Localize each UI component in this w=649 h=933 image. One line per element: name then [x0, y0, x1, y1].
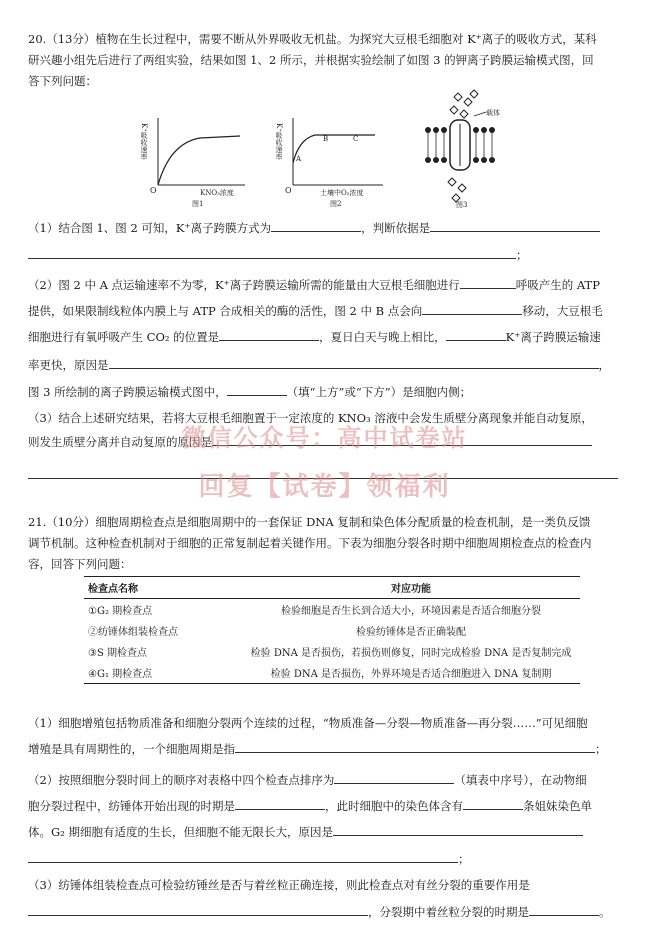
- fig2-caption: 图2: [330, 200, 342, 208]
- q21-sub1-line1: （1）细胞增殖包括物质准备和细胞分裂两个连续的过程，“物质准备—分裂—物质准备—再分裂……”可见细胞: [28, 716, 588, 730]
- fig1-xlabel: KNO₃浓度: [200, 189, 234, 197]
- answer-blank[interactable]: [271, 219, 361, 232]
- table-header-name: 检查点名称: [84, 577, 242, 599]
- fig3-caption: 图3: [456, 201, 468, 208]
- q20-sub2-line2: 提供，如果限制线粒体内膜上与 ATP 合成相关的酶的活性，图 2 中 B 点会向 移动，大豆根毛: [28, 304, 603, 318]
- table-row: [84, 599, 580, 621]
- q21-sub2-line4: ；: [28, 850, 625, 868]
- watermark-line2: 回复【试卷】领福利: [198, 472, 451, 502]
- q20-sub3-line2: 则发生质壁分离并自动复原的原因是: [28, 433, 625, 451]
- checkpoint-table: [84, 576, 580, 684]
- answer-blank[interactable]: [109, 356, 599, 369]
- answer-blank[interactable]: [227, 383, 287, 396]
- q20-sub1-line2: ；: [28, 246, 625, 264]
- fig2-point-a: A: [296, 155, 302, 163]
- q21-stem-line1: 21.（10分）细胞周期检查点是细胞周期中的一套保证 DNA 复制和染色体分配质量的检查机制，是一类负反馈: [28, 515, 591, 529]
- table-cell: ②纺锤体组装检查点: [88, 627, 178, 638]
- table-cell: ③S 期检查点: [88, 648, 147, 659]
- figure-1: [140, 113, 250, 211]
- fig3-carrier-label: 载体: [486, 109, 500, 117]
- answer-blank[interactable]: [334, 771, 454, 784]
- q20-sub2-line4: 率更快，原因是 ，: [28, 358, 610, 372]
- answer-blank[interactable]: [460, 276, 516, 289]
- q21-sub2-line1: （2）按照细胞分裂时间上的顺序对表格中四个检查点排序为 （填表中序号），在动物细: [28, 773, 587, 787]
- answer-blank[interactable]: [28, 246, 516, 259]
- answer-blank[interactable]: [463, 797, 523, 810]
- table-row: [84, 620, 580, 641]
- table-cell: ①G₂ 期检查点: [88, 606, 153, 617]
- fig2-point-b: B: [323, 135, 329, 143]
- watermark-line1: 微信公众号：高中试卷站: [181, 424, 468, 452]
- answer-blank[interactable]: [28, 850, 458, 863]
- q21-stem-line2: 调节机制。这种检查机制对于细胞的正常复制起着关键作用。下表为细胞分裂各时期中细胞周期检查点的检查内: [28, 536, 592, 550]
- q20-sub1-line1: （1）结合图 1、图 2 可知，K⁺离子跨膜方式为 ，判断依据是: [28, 219, 625, 237]
- table-cell: 检验纺锤体是否正确装配: [356, 627, 466, 638]
- answer-blank[interactable]: [219, 328, 319, 341]
- table-cell: ④G₁ 期检查点: [84, 662, 242, 684]
- fig2-ylabel: K⁺吸收速率: [275, 123, 283, 160]
- q21-sub1-line2: 增殖是具有周期性的，一个细胞周期是指 ；: [28, 742, 607, 756]
- q20-sub2-line3: 细胞进行有氧呼吸产生 CO₂ 的位置是 ，夏日白天与晚上相比， K⁺离子跨膜运输速: [28, 330, 601, 344]
- table-cell: 检验细胞是否生长到合适大小，环境因素是否适合细胞分裂: [281, 606, 541, 617]
- table-cell: 检验 DNA 是否损伤，若损伤则修复，同时完成检验 DNA 是否复制完成: [250, 648, 572, 659]
- q20-sub2-line1: （2）图 2 中 A 点运输速率不为零，K⁺离子跨膜运输所需的能量由大豆根毛细胞进行 呼吸产生的 ATP: [28, 278, 600, 292]
- table-row: [84, 641, 580, 662]
- fig1-caption: 图1: [192, 200, 204, 208]
- answer-blank[interactable]: [430, 219, 600, 232]
- answer-blank[interactable]: [235, 797, 325, 810]
- figure-3: [418, 88, 508, 211]
- q20-stem-line2: 研兴趣小组先后进行了两组实验，结果如图 1、2 所示，并根据实验绘制了如图 3 的钾离子跨膜运输模式图，回: [28, 53, 594, 67]
- q20-sub2-line5: 图 3 所绘制的离子跨膜运输模式图中， （填“上方”或“下方”）是细胞内侧；: [28, 385, 472, 399]
- q21-sub2-line3: 体。G₂ 期细胞有适度的生长，但细胞不能无限长大，原因是: [28, 823, 625, 841]
- answer-blank[interactable]: [235, 740, 595, 753]
- answer-blank[interactable]: [28, 903, 368, 916]
- q21-sub3-line1: （3）纺锤体组装检查点可检验纺锤丝是否与着丝粒正确连接，则此检查点对有丝分裂的重要作用是: [28, 878, 530, 892]
- table-cell: 检验 DNA 是否损伤，外界环境是否适合细胞进入 DNA 复制期: [242, 662, 580, 684]
- q20-stem-line3: 答下列问题：: [28, 74, 97, 88]
- q21-stem-line3: 容，回答下列问题：: [28, 557, 132, 571]
- table-header-function: 对应功能: [242, 577, 580, 599]
- q20-stem-line1: 20.（13分）植物在生长过程中，需要不断从外界吸收无机盐。为探究大豆根毛细胞对 K⁺离子的吸收方式，某科: [28, 32, 597, 46]
- answer-blank[interactable]: [422, 302, 522, 315]
- figure-2: [275, 113, 390, 211]
- table-row: [84, 662, 580, 684]
- q21-sub3-line2: ，分裂期中着丝粒分裂的时期是 。: [28, 903, 625, 921]
- answer-blank[interactable]: [529, 903, 599, 916]
- q20-sub3-line1: （3）结合上述研究结果，若将大豆根毛细胞置于一定浓度的 KNO₃ 溶液中会发生质壁分离现象并能自动复原，: [28, 411, 593, 425]
- answer-blank[interactable]: [333, 823, 583, 836]
- fig2-point-c: C: [353, 135, 359, 143]
- answer-blank[interactable]: [446, 328, 506, 341]
- fig2-xlabel: 土壤中O₂浓度: [320, 189, 364, 197]
- fig2-origin: O: [285, 186, 292, 195]
- q21-sub2-line2: 胞分裂过程中，纺锤体开始出现的时期是 ，此时细胞中的染色体含有 条姐妹染色单: [28, 799, 592, 813]
- fig1-origin: O: [150, 186, 157, 195]
- fig1-ylabel: K⁺吸收速率: [140, 123, 148, 160]
